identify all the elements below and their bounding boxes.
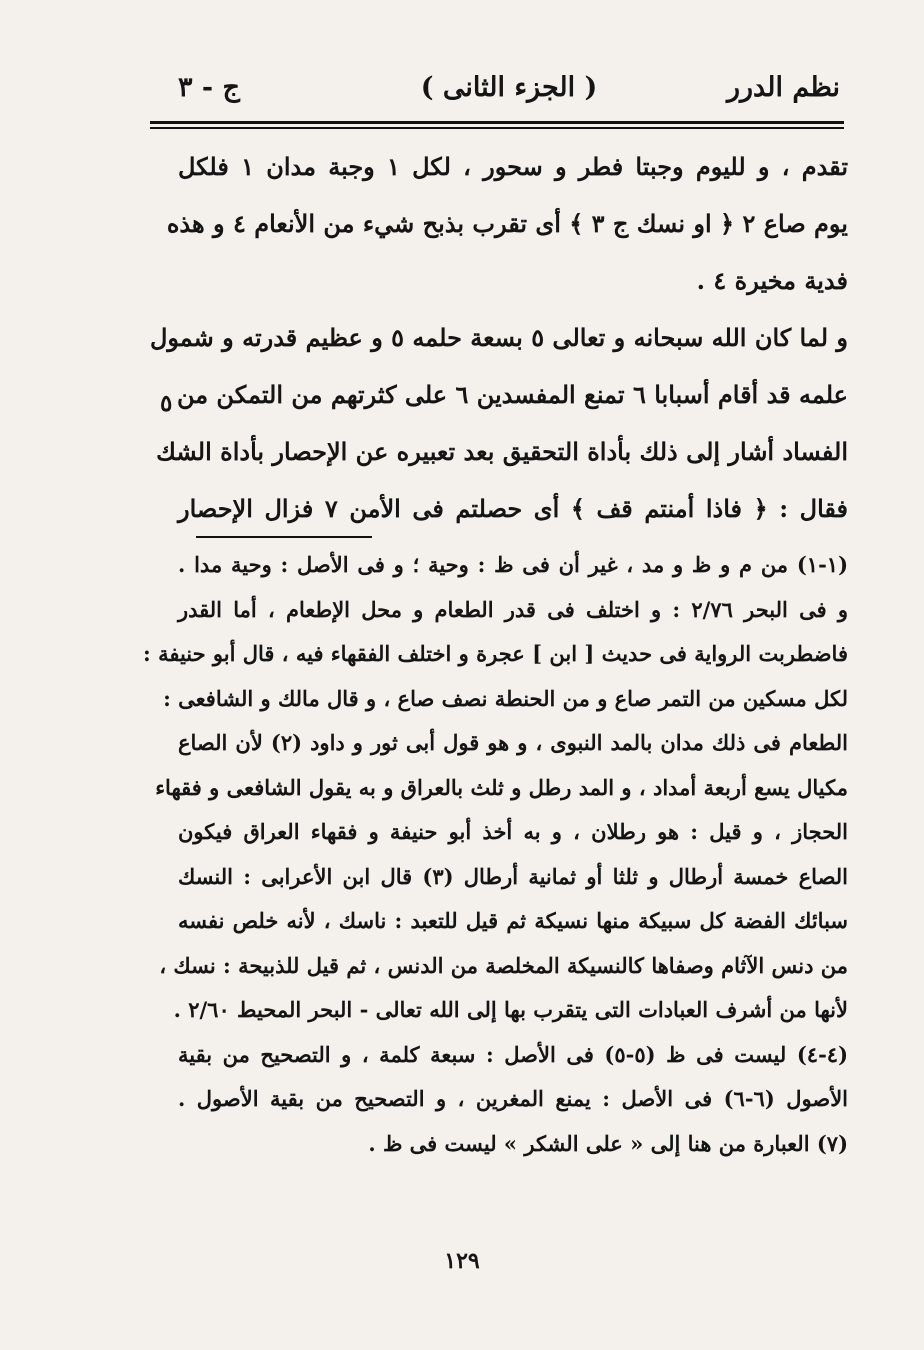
part-title: ( الجزء الثانى ) <box>420 72 598 103</box>
footnote-line: و فى البحر ٢/٧٦ : و اختلف فى قدر الطعام و محل الإطعام ، أما القدر <box>178 596 848 622</box>
page-number: ١٢٩ <box>444 1248 480 1274</box>
footnote-line: فاضطربت الرواية فى حديث [ ابن ] عجرة و اختلف الفقهاء فيه ، قال أبو حنيفة : <box>143 641 848 666</box>
main-line: فدية مخيرة ٤ . <box>696 266 848 295</box>
footnote-line: (٧) العبارة من هنا إلى « على الشكر » ليست فى ظ . <box>368 1130 848 1156</box>
footnote-line: لأنها من أشرف العبادات التى يتقرب بها إلى الله تعالى - البحر المحيط ٢/٦٠ . <box>173 997 848 1022</box>
running-header <box>178 68 840 114</box>
footnote-line: الأصول (٦-٦) فى الأصل : يمنع المغرين ، و التصحيح من بقية الأصول . <box>178 1086 848 1111</box>
main-line: و لما كان الله سبحانه و تعالى ٥ بسعة حلمه ٥ و عظيم قدرته و شمول <box>149 323 848 352</box>
line-number-marker: ٥ <box>160 390 173 417</box>
footnote-line: لكل مسكين من التمر صاع و من الحنطة نصف صاع ، و قال مالك و الشافعى : <box>163 685 848 711</box>
header-rule-thick <box>150 121 844 124</box>
footnote-line: مكيال يسع أربعة أمداد ، و المد رطل و ثلث بالعراق و به يقول الشافعى و فقهاء <box>155 774 848 800</box>
footnote-line: (١-١) من م و ظ و مد ، غير أن فى ظ : وحية ؛ و فى الأصل : وحية مدا . <box>178 552 848 577</box>
footnote-line: (٤-٤) ليست فى ظ (٥-٥) فى الأصل : سبعة كلمة ، و التصحيح من بقية <box>178 1041 848 1067</box>
main-line: يوم صاع ٢ ﴿ او نسك ج ٣ ﴾ أى تقرب بذبح شيء من الأنعام ٤ و هذه <box>166 209 848 238</box>
main-line: علمه قد أقام أسبابا ٦ تمنع المفسدين ٦ على كثرتهم من التمكن من <box>176 380 848 409</box>
footnote-line: الطعام فى ذلك مدان بالمد النبوى ، و هو قول أبى ثور و داود (٢) لأن الصاع <box>178 730 848 755</box>
footnote-separator <box>196 536 372 538</box>
footnote-line: من دنس الآثام وصفاها كالنسيكة المخلصة من الدنس ، ثم قيل للذبيحة : نسك ، <box>159 952 848 978</box>
footnote-line: سبائك الفضة كل سبيكة منها نسيكة ثم قيل للتعبد : ناسك ، لأنه خلص نفسه <box>178 908 848 933</box>
header-rule-thin <box>150 127 844 129</box>
main-line: الفساد أشار إلى ذلك بأداة التحقيق بعد تعبيره عن الإحصار بأداة الشك <box>156 437 848 466</box>
book-title: نظم الدرر <box>726 72 840 103</box>
main-text <box>149 138 849 537</box>
main-line: تقدم ، و لليوم وجبتا فطر و سحور ، لكل ١ وجبة مدان ١ فلكل <box>178 152 848 181</box>
footnote-line: الحجاز ، و قيل : هو رطلان ، و به أخذ أبو حنيفة و فقهاء العراق فيكون <box>178 819 848 844</box>
footnotes <box>143 543 849 1166</box>
main-line: فقال : ﴿ فاذا أمنتم قف ﴾ أى حصلتم فى الأمن ٧ فزال الإحصار <box>178 494 849 523</box>
volume-reference: ج - ٣ <box>178 72 240 103</box>
footnote-line: الصاع خمسة أرطال و ثلثا أو ثمانية أرطال (٣) قال ابن الأعرابى : النسك <box>178 863 849 889</box>
